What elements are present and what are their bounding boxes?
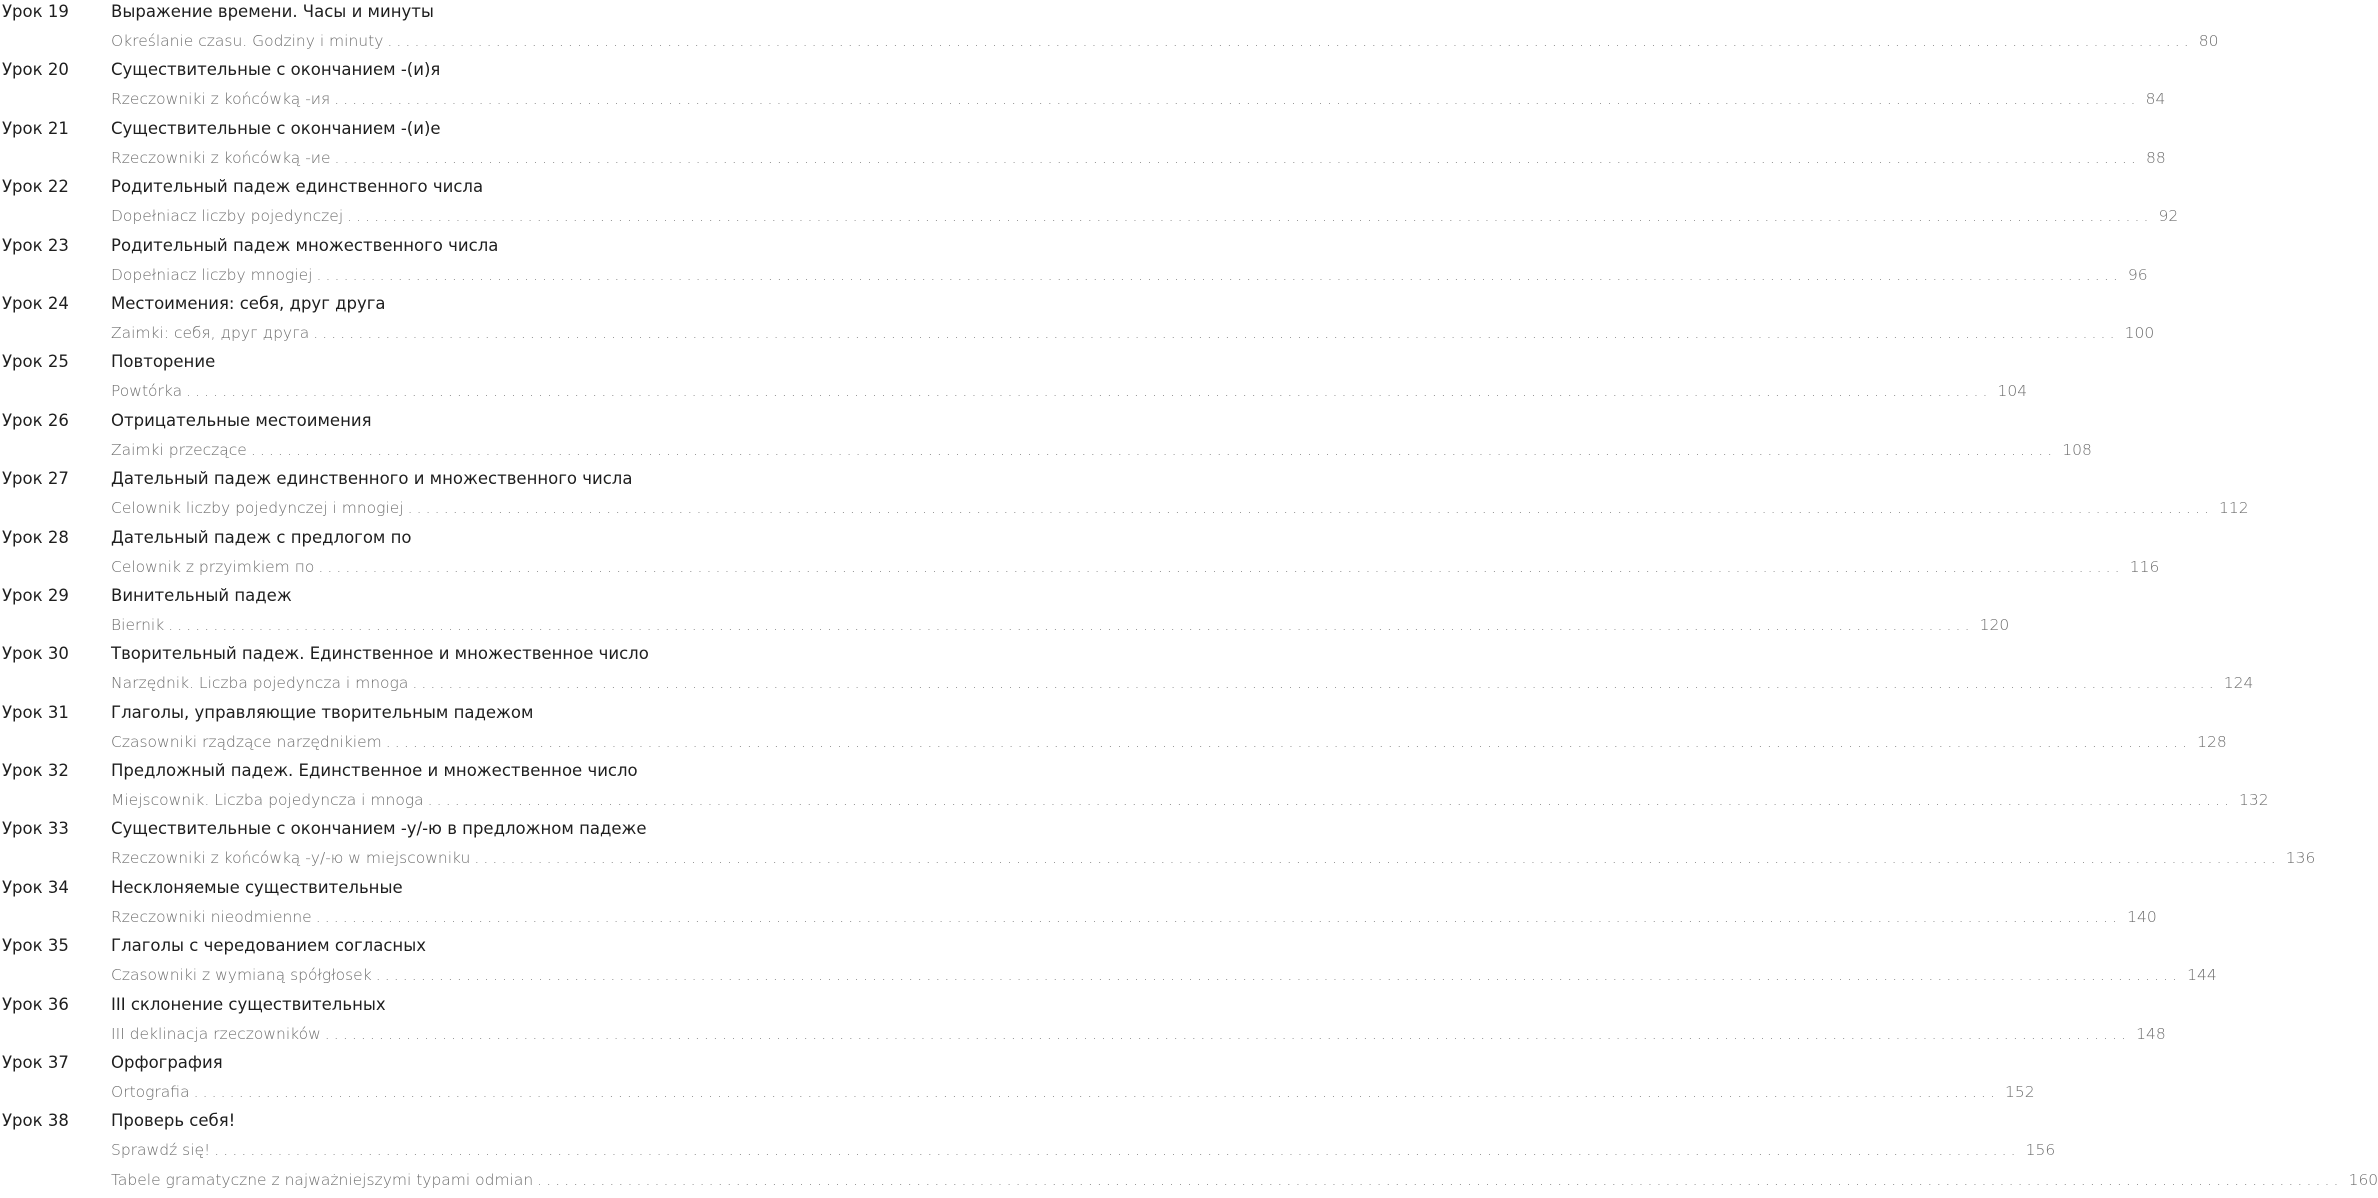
page-number: 92 [2158,207,2179,226]
lesson-title-polish: Rzeczowniki z końcówką -ие [111,148,331,167]
lesson-number: Урок 27 [2,469,69,489]
lesson-number: Урок 19 [2,2,69,21]
toc-entry-polish-line [111,29,2219,53]
lesson-title-polish: Czasowniki z wymianą spółgłosek [111,966,372,985]
dot-leader: ........................................................................................................................................................................................................ [474,849,2280,868]
toc-entry-polish-line [111,613,2010,637]
toc-entry[interactable] [0,234,2148,292]
lesson-number: Урок 20 [2,60,69,80]
page-number: 160 [2348,1170,2378,1189]
lesson-number: Урок 34 [2,877,69,897]
toc-entry-polish-line [111,321,2155,345]
toc-entry-polish-line [111,671,2254,695]
lesson-title-polish: Biernik [111,615,165,634]
toc-entry[interactable] [0,993,2166,1051]
lesson-title-russian: Глаголы с чередованием согласных [111,936,426,956]
dot-leader: ........................................................................................................................................................................................................ [324,1024,2131,1043]
toc-entry-polish-line [111,379,2028,403]
lesson-number: Урок 28 [2,527,69,547]
lesson-title-polish: Rzeczowniki z końcówką -у/-ю w miejscowniku [111,849,471,868]
grammar-tables-title: Tabele gramatyczne z najważniejszymi typami odmian [111,1170,534,1189]
page-number: 144 [2187,966,2217,985]
lesson-title-russian: Отрицательные местоимения [111,410,372,430]
lesson-title-russian: Существительные с окончанием -(и)я [111,60,441,80]
toc-entry[interactable] [0,1051,2035,1109]
toc-entry-polish-line [111,1080,2035,1104]
toc-entry-polish-line [111,1022,2166,1046]
lesson-title-polish: Zaimki przeczące [111,440,247,459]
toc-entry[interactable] [0,817,2316,875]
lesson-number: Урок 33 [2,819,69,839]
lesson-number: Урок 26 [2,410,69,430]
page-number: 96 [2127,265,2148,284]
page-number: 84 [2145,90,2166,109]
lesson-title-polish: Sprawdź się! [111,1141,211,1160]
toc-entry-polish-line [111,87,2166,111]
dot-leader: ........................................................................................................................................................................................................ [537,1170,2343,1189]
toc-entry-polish-line [111,730,2227,754]
lesson-title-russian: Несклоняемые существительные [111,877,403,897]
dot-leader: ........................................................................................................................................................................................................ [168,615,1974,634]
lesson-number: Урок 36 [2,994,69,1014]
dot-leader: ........................................................................................................................................................................................................ [334,148,2140,167]
lesson-title-polish: Celownik liczby pojedynczej i mnogiej [111,499,404,518]
lesson-title-polish: Ortografia [111,1083,190,1102]
page-number: 80 [2198,32,2219,50]
lesson-number: Урок 25 [2,352,69,372]
toc-entry[interactable] [0,934,2217,992]
page-number: 140 [2127,907,2157,926]
lesson-number: Урок 23 [2,235,69,255]
page-number: 104 [1997,382,2028,401]
toc-entry[interactable] [0,467,2249,525]
lesson-number: Урок 35 [2,936,69,956]
lesson-title-russian: Дательный падеж единственного и множественного числа [111,469,633,489]
toc-entry[interactable] [0,759,2269,817]
toc-entry-polish-line [111,146,2166,170]
lesson-title-polish: Określanie czasu. Godziny i minuty [111,32,384,50]
lesson-number: Урок 32 [2,761,69,781]
lesson-number: Урок 30 [2,644,69,664]
page-number: 100 [2124,323,2155,342]
page-number: 120 [1979,615,2010,634]
toc-entry[interactable] [0,584,2010,642]
lesson-title-polish: Miejscownik. Liczba pojedyncza i mnoga [111,791,424,810]
lesson-number: Урок 24 [2,293,69,313]
toc-entry[interactable] [0,117,2166,175]
lesson-number: Урок 37 [2,1053,69,1073]
lesson-title-russian: Родительный падеж единственного числа [111,177,484,197]
toc-entry[interactable] [0,701,2227,759]
lesson-title-polish: Dopełniacz liczby pojedynczej [111,207,344,226]
toc-entry-polish-line [111,963,2217,987]
dot-leader: ........................................................................................................................................................................................................ [412,674,2218,693]
dot-leader: ........................................................................................................................................................................................................ [318,557,2124,576]
dot-leader: ........................................................................................................................................................................................................ [347,207,2153,226]
page-number: 112 [2219,499,2249,518]
toc-entry-polish-line [111,1168,2378,1192]
dot-leader: ........................................................................................................................................................................................................ [214,1141,2020,1160]
lesson-title-polish: Zaimki: себя, друг друга [111,323,310,342]
lesson-title-russian: Предложный падеж. Единственное и множественное число [111,761,638,781]
toc-entry[interactable] [0,409,2092,467]
lesson-number: Урок 38 [2,1111,69,1131]
lesson-title-russian: Глаголы, управляющие творительным падежом [111,702,534,722]
toc-entry[interactable] [0,292,2155,350]
dot-leader: ........................................................................................................................................................................................................ [313,323,2119,342]
lesson-title-russian: Родительный падеж множественного числа [111,235,499,255]
dot-leader: ........................................................................................................................................................................................................ [334,90,2140,109]
page-number: 88 [2145,148,2166,167]
dot-leader: ........................................................................................................................................................................................................ [385,732,2192,751]
toc-entry-polish-line [111,905,2157,929]
lesson-number: Урок 31 [2,702,69,722]
toc-entry[interactable] [0,526,2160,584]
page-number: 124 [2223,674,2254,693]
toc-entry[interactable] [0,642,2254,700]
lesson-title-russian: Творительный падеж. Единственное и множественное число [111,644,649,664]
lesson-number: Урок 21 [2,118,69,138]
lesson-title-polish: III deklinacja rzeczowników [111,1024,321,1043]
lesson-title-russian: III склонение существительных [111,994,386,1014]
dot-leader: ........................................................................................................................................................................................................ [316,265,2122,284]
toc-entry-polish-line [111,496,2249,520]
dot-leader: ........................................................................................................................................................................................................ [407,499,2213,518]
lesson-title-russian: Винительный падеж [111,585,292,605]
dot-leader: ........................................................................................................................................................................................................ [250,440,2057,459]
page-number: 116 [2129,557,2160,576]
lesson-title-russian: Местоимения: себя, друг друга [111,293,386,313]
dot-leader: ........................................................................................................................................................................................................ [375,966,2182,985]
toc-entry-polish-line [111,263,2148,287]
page-number: 108 [2062,440,2092,459]
page-number: 132 [2239,791,2269,810]
toc-entry-polish-line [111,438,2092,462]
dot-leader: ........................................................................................................................................................................................................ [193,1083,1999,1102]
lesson-title-polish: Rzeczowniki nieodmienne [111,907,312,926]
toc-entry-polish-line [111,1138,2056,1162]
lesson-title-russian: Повторение [111,352,216,372]
lesson-title-russian: Существительные с окончанием -(и)е [111,118,441,138]
page-number: 152 [2004,1083,2035,1102]
toc-entry[interactable] [0,1109,2056,1167]
toc-entry[interactable] [0,0,2219,58]
toc-entry[interactable] [0,58,2166,116]
dot-leader: ........................................................................................................................................................................................................ [427,791,2234,810]
toc-entry[interactable] [0,350,2028,408]
lesson-title-polish: Dopełniacz liczby mnogiej [111,265,313,284]
lesson-title-russian: Проверь себя! [111,1111,236,1131]
toc-entry-polish-line [111,788,2269,812]
lesson-title-russian: Дательный падеж с предлогом по [111,527,412,547]
dot-leader: ........................................................................................................................................................................................................ [186,382,1992,401]
dot-leader: ........................................................................................................................................................................................................ [315,907,2122,926]
lesson-title-polish: Powtórka [111,382,183,401]
toc-entry[interactable] [0,175,2179,233]
lesson-title-russian: Существительные с окончанием -у/-ю в предложном падеже [111,819,647,839]
page-number: 156 [2025,1141,2056,1160]
lesson-number: Урок 29 [2,585,69,605]
lesson-title-polish: Narzędnik. Liczba pojedyncza i mnoga [111,674,409,693]
lesson-title-russian: Орфография [111,1053,223,1073]
dot-leader: ........................................................................................................................................................................................................ [387,32,2193,50]
toc-entry-polish-line [111,204,2179,228]
toc-entry-polish-line [111,846,2316,870]
lesson-title-polish: Czasowniki rządzące narzędnikiem [111,732,382,751]
page-number: 128 [2197,732,2227,751]
page-number: 148 [2136,1024,2166,1043]
toc-entry[interactable] [0,876,2157,934]
page-number: 136 [2285,849,2316,868]
lesson-title-polish: Rzeczowniki z końcówką -ия [111,90,331,109]
lesson-title-polish: Celownik z przyimkiem по [111,557,315,576]
lesson-title-russian: Выражение времени. Часы и минуты [111,2,434,21]
toc-entry-polish-line [111,555,2160,579]
lesson-number: Урок 22 [2,177,69,197]
toc-entry-grammar-tables[interactable] [0,1168,2378,1198]
